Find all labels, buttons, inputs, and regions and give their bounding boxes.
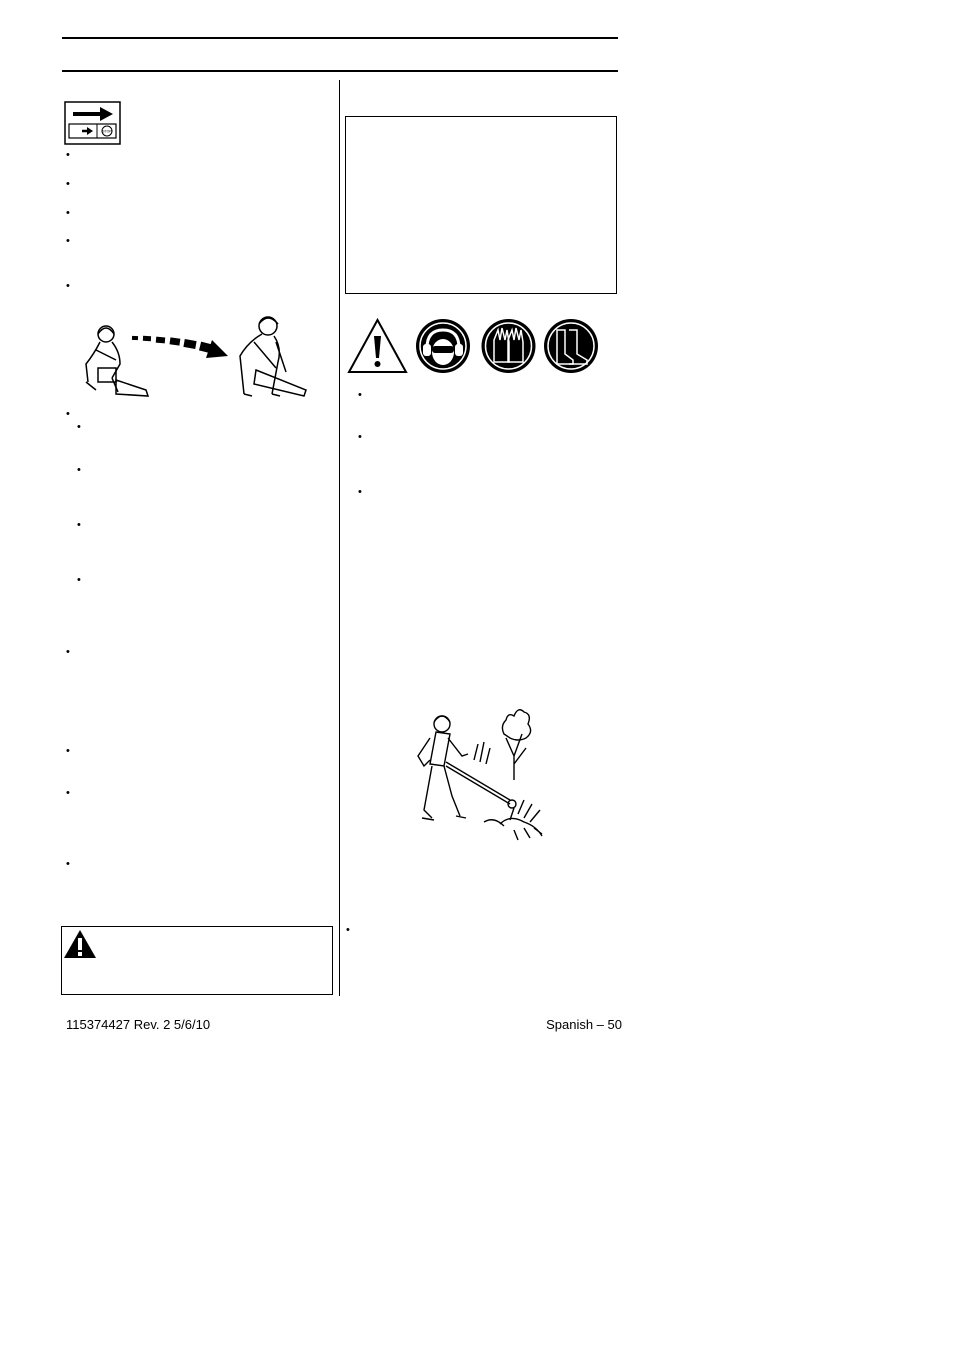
sub-list-item-bullet: • <box>77 519 81 531</box>
gloves-icon <box>480 318 537 374</box>
column-divider <box>339 80 340 996</box>
list-item-bullet: • <box>66 858 70 870</box>
list-item-bullet: • <box>358 389 362 401</box>
list-item-bullet: • <box>66 207 70 219</box>
header-rule-top <box>62 37 618 39</box>
list-item-bullet: • <box>66 280 70 292</box>
sub-list-item-bullet: • <box>77 421 81 433</box>
sub-list-item-bullet: • <box>77 464 81 476</box>
ear-eye-protection-icon <box>414 318 472 374</box>
notice-box <box>345 116 617 294</box>
list-item-bullet: • <box>66 787 70 799</box>
list-item-bullet: • <box>346 924 350 936</box>
stop-switch-symbol-icon <box>64 101 122 145</box>
boots-icon <box>543 318 599 374</box>
warning-triangle-icon <box>347 318 408 374</box>
header-rule-bottom <box>62 70 618 72</box>
list-item-bullet: • <box>66 646 70 658</box>
list-item-bullet: • <box>66 178 70 190</box>
move-machine-illustration <box>76 312 312 400</box>
list-item-bullet: • <box>358 431 362 443</box>
warning-box <box>61 926 333 995</box>
warning-triangle-icon <box>63 929 97 959</box>
list-item-bullet: • <box>66 235 70 247</box>
footer-doc-info: 115374427 Rev. 2 5/6/10 <box>66 1017 211 1032</box>
list-item-bullet: • <box>66 408 70 420</box>
sub-list-item-bullet: • <box>77 574 81 586</box>
operator-trimming-illustration <box>414 704 546 840</box>
list-item-bullet: • <box>66 149 70 161</box>
footer-page-label: Spanish – 50 <box>546 1017 622 1032</box>
list-item-bullet: • <box>66 745 70 757</box>
svg-text:STOP: STOP <box>102 129 112 134</box>
list-item-bullet: • <box>358 486 362 498</box>
